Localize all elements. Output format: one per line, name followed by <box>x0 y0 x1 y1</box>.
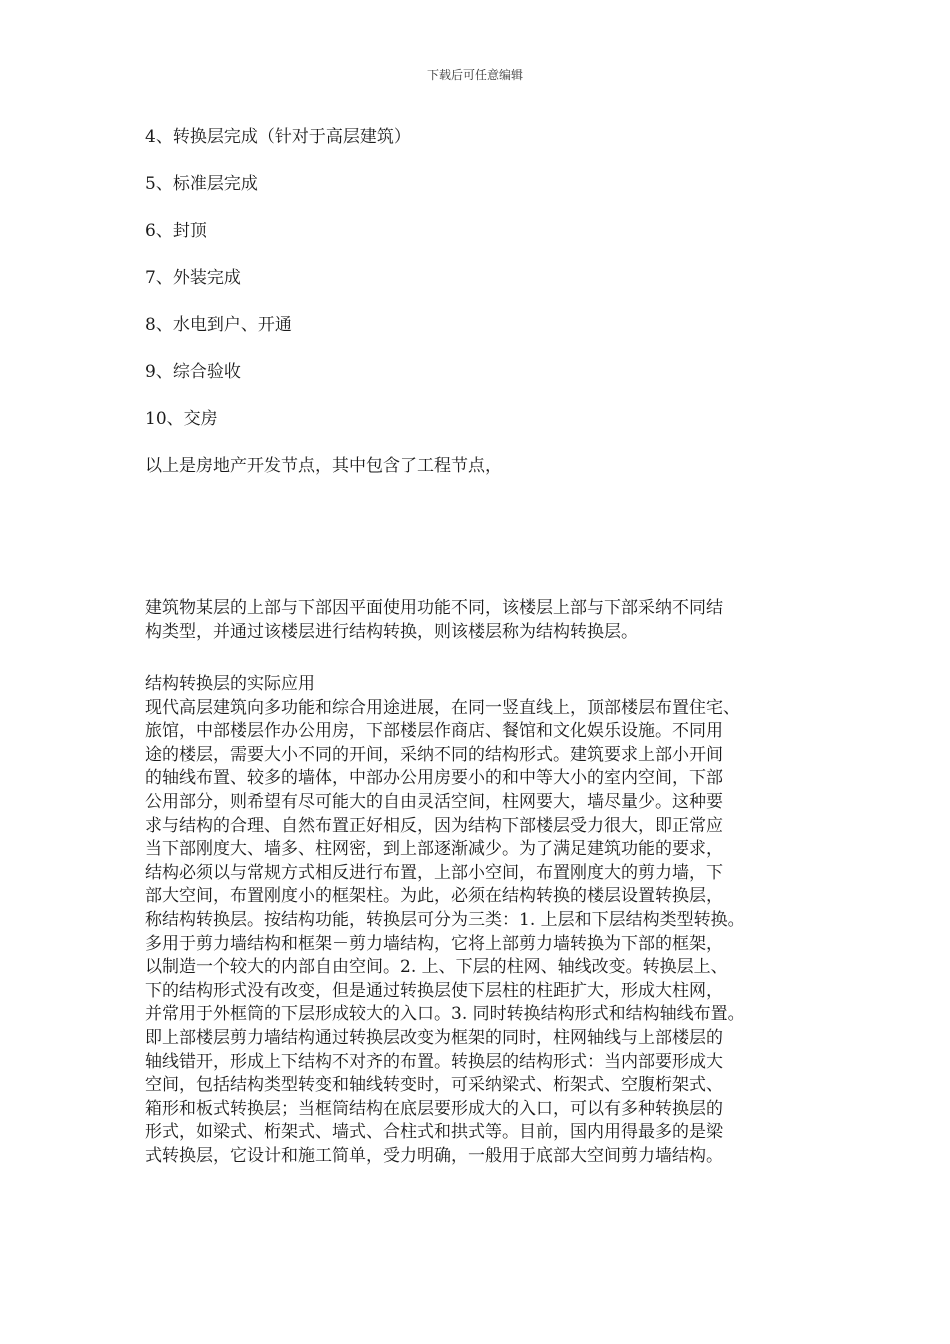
list-item: 6、封顶 <box>145 221 207 241</box>
paragraph-line: 形式，如梁式、桁架式、墙式、合柱式和拱式等。目前，国内用得最多的是梁 <box>145 1122 723 1143</box>
paragraph-line: 的轴线布置、较多的墙体，中部办公用房要小的和中等大小的室内空间，下部 <box>145 768 723 789</box>
list-item: 7、外装完成 <box>145 268 241 288</box>
list-item: 9、综合验收 <box>145 362 241 382</box>
list-item: 8、水电到户、开通 <box>145 315 292 335</box>
section-heading: 结构转换层的实际应用 <box>145 674 315 694</box>
paragraph-line: 并常用于外框筒的下层形成较大的入口。3. 同时转换结构形式和结构轴线布置。 <box>145 1004 745 1025</box>
paragraph-line: 称结构转换层。按结构功能，转换层可分为三类：1. 上层和下层结构类型转换。 <box>145 909 745 930</box>
paragraph-line: 箱形和板式转换层；当框筒结构在底层要形成大的入口，可以有多种转换层的 <box>145 1098 723 1119</box>
summary-line: 以上是房地产开发节点，其中包含了工程节点， <box>145 456 502 476</box>
paragraph-line: 空间，包括结构类型转变和轴线转变时，可采纳梁式、桁架式、空腹桁架式、 <box>145 1075 723 1096</box>
paragraph-line: 当下部刚度大、墙多、柱网密，到上部逐渐减少。为了满足建筑功能的要求， <box>145 839 723 860</box>
paragraph-line: 构类型，并通过该楼层进行结构转换，则该楼层称为结构转换层。 <box>145 621 638 642</box>
list-item: 10、交房 <box>145 409 218 429</box>
paragraph-line: 公用部分，则希望有尽可能大的自由灵活空间，柱网要大，墙尽量少。这种要 <box>145 791 723 812</box>
milestone-list <box>145 125 825 478</box>
paragraph-line: 多用于剪力墙结构和框架－剪力墙结构，它将上部剪力墙转换为下部的框架， <box>145 933 723 954</box>
paragraph-line: 部大空间，布置刚度小的框架柱。为此，必须在结构转换的楼层设置转换层， <box>145 886 723 907</box>
list-item: 5、标准层完成 <box>145 174 258 194</box>
paragraph-line: 下的结构形式没有改变，但是通过转换层使下层柱的柱距扩大，形成大柱网， <box>145 980 723 1001</box>
definition-paragraph <box>145 597 825 644</box>
list-item: 4、转换层完成（针对于高层建筑） <box>145 127 411 147</box>
paragraph-line: 即上部楼层剪力墙结构通过转换层改变为框架的同时，柱网轴线与上部楼层的 <box>145 1027 723 1048</box>
paragraph-line: 结构必须以与常规方式相反进行布置，上部小空间，布置刚度大的剪力墙，下 <box>145 862 723 883</box>
paragraph-line: 求与结构的合理、自然布置正好相反，因为结构下部楼层受力很大，即正常应 <box>145 815 723 836</box>
paragraph-line: 途的楼层，需要大小不同的开间，采纳不同的结构形式。建筑要求上部小开间 <box>145 744 723 765</box>
paragraph-line: 现代高层建筑向多功能和综合用途进展，在同一竖直线上，顶部楼层布置住宅、 <box>145 697 740 718</box>
paragraph-line: 建筑物某层的上部与下部因平面使用功能不同，该楼层上部与下部采纳不同结 <box>145 598 723 618</box>
page-header: 下载后可任意编辑 <box>426 68 523 82</box>
paragraph-line: 以制造一个较大的内部自由空间。2. 上、下层的柱网、轴线改变。转换层上、 <box>145 957 728 978</box>
paragraph-line: 旅馆，中部楼层作办公用房，下部楼层作商店、餐馆和文化娱乐设施。不同用 <box>145 721 723 742</box>
application-section <box>145 673 825 1168</box>
paragraph-line: 式转换层，它设计和施工简单，受力明确，一般用于底部大空间剪力墙结构。 <box>145 1145 723 1166</box>
paragraph-line: 轴线错开，形成上下结构不对齐的布置。转换层的结构形式：当内部要形成大 <box>145 1051 723 1072</box>
